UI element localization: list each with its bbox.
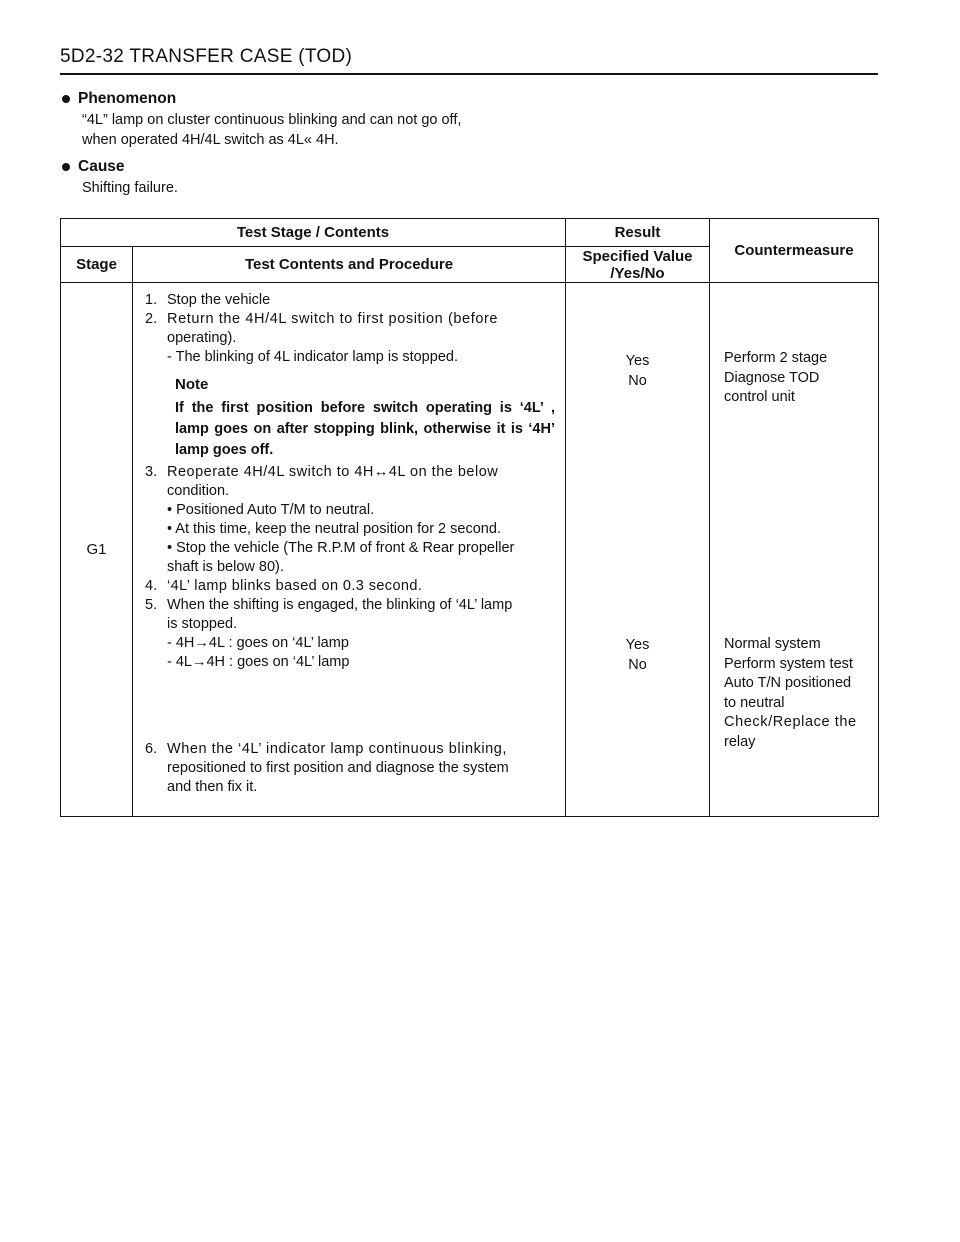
header-rule bbox=[60, 73, 878, 75]
step-2-sub: - The blinking of 4L indicator lamp is stopped. bbox=[167, 349, 458, 365]
phenomenon-line: “4L” lamp on cluster continuous blinking and can not go off, bbox=[82, 112, 462, 128]
step-3-bullet: • Stop the vehicle (The R.P.M of front & Rear propeller bbox=[167, 540, 515, 556]
header-specified-line: /Yes/No bbox=[610, 264, 665, 282]
step-5-sub: - 4L→4H : goes on ‘4L’ lamp bbox=[167, 654, 350, 670]
header-countermeasure: Countermeasure bbox=[710, 219, 879, 283]
countermeasure-line: Diagnose TOD bbox=[724, 369, 820, 386]
step-4: 4. ‘4L’ lamp blinks based on 0.3 second. bbox=[145, 578, 423, 594]
countermeasure-line: Auto T/N positioned bbox=[724, 675, 852, 691]
phenomenon-heading bbox=[60, 88, 878, 110]
step-1: 1. Stop the vehicle bbox=[145, 292, 271, 308]
step-3-bullet: • At this time, keep the neutral position for 2 second. bbox=[167, 521, 501, 537]
countermeasure-group-1 bbox=[724, 349, 872, 408]
countermeasure-line: Normal system bbox=[724, 636, 821, 652]
result-no: No bbox=[628, 373, 647, 389]
cause-text: Shifting failure. bbox=[82, 180, 178, 196]
header-specified-line: Specified Value bbox=[582, 247, 693, 265]
step-3-bullet-cont: shaft is below 80). bbox=[167, 559, 284, 575]
countermeasure-group-2 bbox=[724, 635, 872, 752]
step-3-cont: condition. bbox=[167, 483, 230, 499]
step-2-cont: operating). bbox=[167, 330, 237, 346]
result-cell bbox=[566, 283, 710, 817]
step-3-bullet: • Positioned Auto T/M to neutral. bbox=[167, 502, 375, 518]
page-header bbox=[60, 46, 878, 74]
header-result: Result bbox=[566, 219, 710, 247]
step-6: 6. When the ‘4L’ indicator lamp continuous blinking, bbox=[145, 741, 507, 757]
intro-section bbox=[60, 88, 878, 198]
header-procedure: Test Contents and Procedure bbox=[133, 247, 566, 283]
bullet-icon bbox=[62, 163, 70, 171]
countermeasure-line: Perform 2 stage bbox=[724, 350, 828, 366]
header-test-stage-contents: Test Stage / Contents bbox=[61, 219, 566, 247]
countermeasure-line: relay bbox=[724, 733, 756, 750]
cause-label: Cause bbox=[78, 158, 125, 175]
page-title: 5D2-32 TRANSFER CASE (TOD) bbox=[60, 46, 353, 67]
result-group-1 bbox=[566, 351, 709, 391]
step-5-cont: is stopped. bbox=[167, 616, 238, 632]
step-6-cont: repositioned to first position and diagnose the system bbox=[167, 760, 509, 776]
result-no: No bbox=[628, 657, 647, 673]
cause-heading bbox=[60, 156, 878, 178]
countermeasure-cell bbox=[710, 283, 879, 817]
note-body: If the first position before switch operating is ‘4L’ , lamp goes on after stopping blink, otherwise it is ‘4H’ lamp goes off. bbox=[175, 400, 555, 458]
phenomenon-line: when operated 4H/4L switch as 4L« 4H. bbox=[82, 132, 339, 148]
countermeasure-line: Check/Replace the bbox=[724, 714, 857, 730]
countermeasure-line: Perform system test bbox=[724, 655, 853, 672]
step-3: 3. Reoperate 4H/4L switch to 4H↔4L on the below bbox=[145, 464, 499, 480]
diagnosis-table bbox=[60, 218, 879, 817]
step-5-sub: - 4H→4L : goes on ‘4L’ lamp bbox=[167, 635, 349, 651]
step-6-cont: and then fix it. bbox=[167, 779, 258, 795]
countermeasure-line: control unit bbox=[724, 389, 795, 405]
stage-cell: G1 bbox=[61, 283, 133, 817]
result-yes: Yes bbox=[625, 353, 650, 369]
step-2: 2. Return the 4H/4L switch to first position (before bbox=[145, 311, 499, 327]
countermeasure-line: to neutral bbox=[724, 694, 785, 711]
result-group-2 bbox=[566, 635, 709, 675]
header-specified-value bbox=[566, 247, 710, 283]
header-stage: Stage bbox=[61, 247, 133, 283]
phenomenon-label: Phenomenon bbox=[78, 90, 177, 107]
result-yes: Yes bbox=[625, 637, 650, 653]
note-title: Note bbox=[175, 376, 209, 393]
procedure-cell bbox=[133, 283, 566, 817]
phenomenon-text bbox=[82, 110, 878, 150]
bullet-icon bbox=[62, 95, 70, 103]
step-5: 5. When the shifting is engaged, the blinking of ‘4L’ lamp bbox=[145, 597, 513, 613]
